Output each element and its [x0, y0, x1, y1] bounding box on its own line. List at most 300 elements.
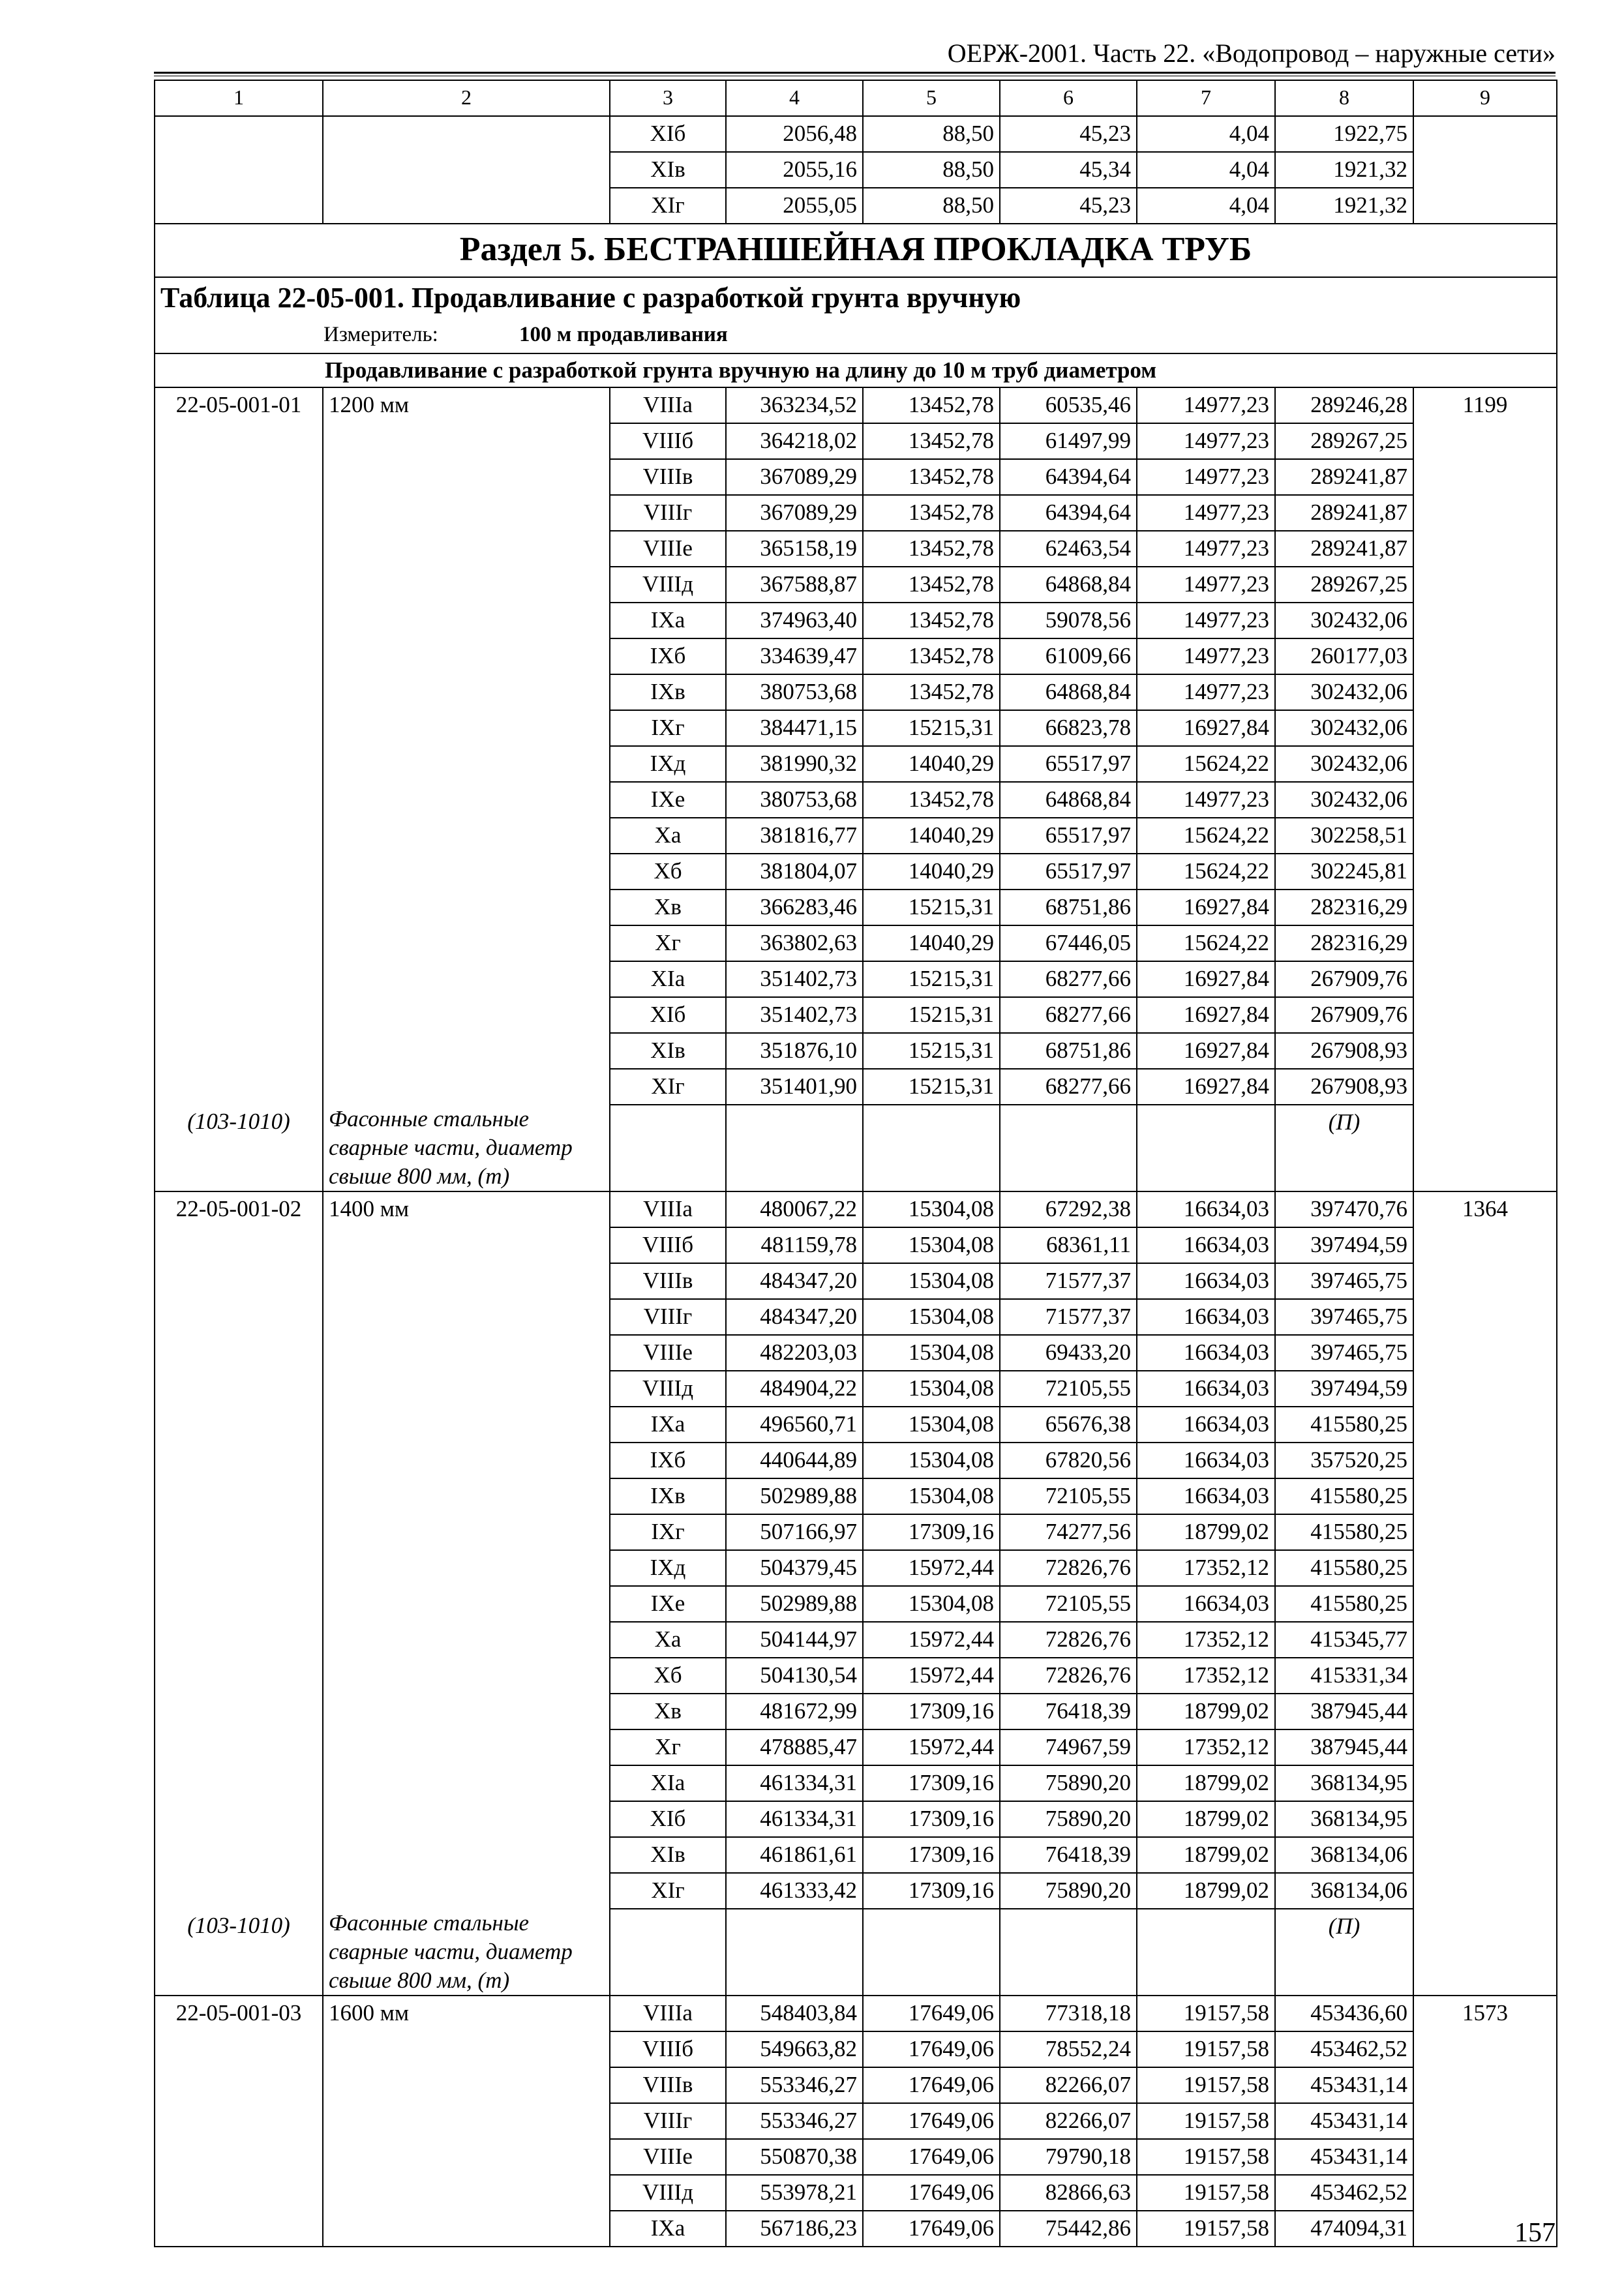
code-cell — [155, 818, 323, 854]
zone-cell: IXа — [610, 603, 726, 638]
zone-cell: Xг — [610, 1729, 726, 1765]
empty-cell — [1000, 1105, 1137, 1191]
table-row — [155, 567, 1557, 603]
zone-cell: XIг — [610, 1873, 726, 1909]
value-cell: 18799,02 — [1137, 1873, 1275, 1909]
total-cell — [1413, 1658, 1557, 1694]
value-cell: 397494,59 — [1275, 1371, 1413, 1407]
table-row — [155, 116, 1557, 152]
name-cell — [323, 2175, 610, 2211]
value-cell: 17309,16 — [863, 1514, 1000, 1550]
code-cell — [155, 2175, 323, 2211]
code-cell — [155, 1263, 323, 1299]
value-cell: 13452,78 — [863, 567, 1000, 603]
table-row — [155, 710, 1557, 746]
value-cell: 384471,15 — [726, 710, 863, 746]
total-cell — [1413, 1443, 1557, 1478]
value-cell: 17352,12 — [1137, 1550, 1275, 1586]
name-cell — [323, 2211, 610, 2247]
value-cell: 61009,66 — [1000, 638, 1137, 674]
zone-cell: Xг — [610, 925, 726, 961]
value-cell: 453431,14 — [1275, 2103, 1413, 2139]
total-cell — [1413, 961, 1557, 997]
value-cell: 368134,06 — [1275, 1837, 1413, 1873]
value-cell: 15624,22 — [1137, 818, 1275, 854]
value-cell: 15972,44 — [863, 1729, 1000, 1765]
table-row — [155, 818, 1557, 854]
table-row — [155, 1550, 1557, 1586]
name-cell: 1400 мм — [323, 1191, 610, 1227]
code-cell — [155, 1514, 323, 1550]
name-cell — [323, 1622, 610, 1658]
column-number: 7 — [1137, 80, 1275, 116]
zone-cell: Xа — [610, 1622, 726, 1658]
value-cell: 17649,06 — [863, 2211, 1000, 2247]
value-cell: 68751,86 — [1000, 1033, 1137, 1069]
value-cell: 2056,48 — [726, 116, 863, 152]
empty-cell — [726, 1909, 863, 1996]
code-cell — [155, 1801, 323, 1837]
table-row — [155, 2211, 1557, 2247]
name-cell — [323, 1069, 610, 1105]
zone-cell: Xб — [610, 1658, 726, 1694]
value-cell: 61497,99 — [1000, 423, 1137, 459]
code-cell — [155, 1837, 323, 1873]
value-cell: 504144,97 — [726, 1622, 863, 1658]
code-cell — [155, 1550, 323, 1586]
table-row — [155, 1586, 1557, 1622]
total-cell — [1413, 782, 1557, 818]
value-cell: 72105,55 — [1000, 1478, 1137, 1514]
subtitle: Продавливание с разработкой грунта вручную на длину до 10 м труб диаметром — [155, 353, 1557, 387]
name-cell — [323, 1033, 610, 1069]
value-cell: 474094,31 — [1275, 2211, 1413, 2247]
name-cell — [323, 459, 610, 495]
value-cell: 289267,25 — [1275, 567, 1413, 603]
name-cell — [323, 495, 610, 531]
zone-cell: VIIIд — [610, 2175, 726, 2211]
value-cell: 16927,84 — [1137, 1069, 1275, 1105]
note-value: (П) — [1275, 1909, 1413, 1996]
zone-cell: VIIIд — [610, 567, 726, 603]
value-cell: 19157,58 — [1137, 2103, 1275, 2139]
total-cell — [1413, 1801, 1557, 1837]
value-cell: 65517,97 — [1000, 818, 1137, 854]
table-row — [155, 961, 1557, 997]
value-cell: 368134,95 — [1275, 1765, 1413, 1801]
zone-cell: IXв — [610, 674, 726, 710]
table-row — [155, 1191, 1557, 1227]
value-cell: 15624,22 — [1137, 925, 1275, 961]
value-cell: 14977,23 — [1137, 495, 1275, 531]
value-cell: 68277,66 — [1000, 997, 1137, 1033]
zone-cell: VIIIе — [610, 531, 726, 567]
total-cell — [1413, 1586, 1557, 1622]
value-cell: 504379,45 — [726, 1550, 863, 1586]
value-cell: 78552,24 — [1000, 2031, 1137, 2067]
value-cell: 13452,78 — [863, 603, 1000, 638]
value-cell: 267908,93 — [1275, 1033, 1413, 1069]
code-cell — [155, 2103, 323, 2139]
value-cell: 16927,84 — [1137, 1033, 1275, 1069]
note-code: (103-1010) — [155, 1105, 323, 1191]
code-cell — [155, 1335, 323, 1371]
value-cell: 14977,23 — [1137, 674, 1275, 710]
code-cell — [155, 1069, 323, 1105]
value-cell: 68277,66 — [1000, 1069, 1137, 1105]
value-cell: 2055,05 — [726, 188, 863, 224]
code-cell — [155, 997, 323, 1033]
value-cell: 15624,22 — [1137, 746, 1275, 782]
table-row — [155, 2031, 1557, 2067]
name-cell: 1600 мм — [323, 1996, 610, 2031]
total-cell — [1413, 1335, 1557, 1371]
note-code: (103-1010) — [155, 1909, 323, 1996]
value-cell: 17309,16 — [863, 1801, 1000, 1837]
value-cell: 17352,12 — [1137, 1729, 1275, 1765]
measure-cell — [155, 318, 1557, 353]
total-cell — [1413, 1371, 1557, 1407]
empty-cell — [1000, 1909, 1137, 1996]
value-cell: 14977,23 — [1137, 459, 1275, 495]
value-cell: 14040,29 — [863, 925, 1000, 961]
name-cell — [323, 2067, 610, 2103]
zone-cell: IXд — [610, 746, 726, 782]
value-cell: 68277,66 — [1000, 961, 1137, 997]
value-cell: 16927,84 — [1137, 710, 1275, 746]
value-cell: 415580,25 — [1275, 1550, 1413, 1586]
zone-cell: XIб — [610, 116, 726, 152]
value-cell: 453462,52 — [1275, 2175, 1413, 2211]
code-cell — [155, 746, 323, 782]
value-cell: 79790,18 — [1000, 2139, 1137, 2175]
value-cell: 65517,97 — [1000, 854, 1137, 890]
value-cell: 15304,08 — [863, 1299, 1000, 1335]
value-cell: 18799,02 — [1137, 1801, 1275, 1837]
name-cell — [323, 961, 610, 997]
value-cell: 289241,87 — [1275, 495, 1413, 531]
code-cell — [155, 1765, 323, 1801]
empty-cell — [863, 1909, 1000, 1996]
value-cell: 289241,87 — [1275, 459, 1413, 495]
zone-cell: VIIIг — [610, 495, 726, 531]
total-cell — [1413, 1407, 1557, 1443]
name-cell — [323, 1371, 610, 1407]
zone-cell: Xв — [610, 890, 726, 925]
value-cell: 19157,58 — [1137, 1996, 1275, 2031]
value-cell: 367089,29 — [726, 459, 863, 495]
table-row — [155, 387, 1557, 423]
code-cell — [155, 1371, 323, 1407]
value-cell: 351401,90 — [726, 1069, 863, 1105]
value-cell: 461334,31 — [726, 1801, 863, 1837]
total-cell — [1413, 1729, 1557, 1765]
value-cell: 553978,21 — [726, 2175, 863, 2211]
value-cell: 415580,25 — [1275, 1478, 1413, 1514]
value-cell: 302258,51 — [1275, 818, 1413, 854]
value-cell: 302432,06 — [1275, 710, 1413, 746]
code-cell — [155, 531, 323, 567]
value-cell: 19157,58 — [1137, 2211, 1275, 2247]
value-cell: 15304,08 — [863, 1191, 1000, 1227]
value-cell: 14040,29 — [863, 854, 1000, 890]
value-cell: 351402,73 — [726, 997, 863, 1033]
value-cell: 387945,44 — [1275, 1729, 1413, 1765]
table-row — [155, 495, 1557, 531]
measure-value: 100 м продавливания — [519, 323, 728, 346]
table-row — [155, 890, 1557, 925]
value-cell: 72105,55 — [1000, 1586, 1137, 1622]
value-cell: 15304,08 — [863, 1227, 1000, 1263]
value-cell: 374963,40 — [726, 603, 863, 638]
total-cell — [1413, 1263, 1557, 1299]
value-cell: 74967,59 — [1000, 1729, 1137, 1765]
total-cell — [1413, 459, 1557, 495]
value-cell: 68361,11 — [1000, 1227, 1137, 1263]
name-cell — [323, 1550, 610, 1586]
value-cell: 461334,31 — [726, 1765, 863, 1801]
value-cell: 15304,08 — [863, 1263, 1000, 1299]
total-cell — [1413, 531, 1557, 567]
value-cell: 67446,05 — [1000, 925, 1137, 961]
total-cell — [1413, 746, 1557, 782]
table-row — [155, 1765, 1557, 1801]
total-cell — [1413, 1873, 1557, 1909]
value-cell: 381804,07 — [726, 854, 863, 890]
table-row — [155, 1371, 1557, 1407]
name-cell — [323, 1765, 610, 1801]
zone-cell: IXа — [610, 2211, 726, 2247]
table-row — [155, 152, 1557, 188]
value-cell: 13452,78 — [863, 459, 1000, 495]
value-cell: 381816,77 — [726, 818, 863, 854]
total-cell — [1413, 116, 1557, 152]
value-cell: 364218,02 — [726, 423, 863, 459]
value-cell: 67820,56 — [1000, 1443, 1137, 1478]
value-cell: 553346,27 — [726, 2067, 863, 2103]
value-cell: 496560,71 — [726, 1407, 863, 1443]
column-number: 4 — [726, 80, 863, 116]
table-row — [155, 782, 1557, 818]
value-cell: 71577,37 — [1000, 1299, 1137, 1335]
code-cell — [155, 1478, 323, 1514]
zone-cell: VIIIд — [610, 1371, 726, 1407]
value-cell: 15972,44 — [863, 1658, 1000, 1694]
value-cell: 453431,14 — [1275, 2067, 1413, 2103]
code-cell — [155, 1729, 323, 1765]
measure-label: Измеритель: — [323, 323, 438, 346]
zone-cell: XIг — [610, 1069, 726, 1105]
code-cell — [155, 1299, 323, 1335]
code-cell — [155, 152, 323, 188]
value-cell: 17309,16 — [863, 1765, 1000, 1801]
total-cell — [1413, 2175, 1557, 2211]
table-row — [155, 1729, 1557, 1765]
value-cell: 16634,03 — [1137, 1227, 1275, 1263]
value-cell: 267909,76 — [1275, 961, 1413, 997]
zone-cell: IXг — [610, 710, 726, 746]
zone-cell: VIIIв — [610, 2067, 726, 2103]
value-cell: 15304,08 — [863, 1478, 1000, 1514]
zone-cell: VIIIб — [610, 2031, 726, 2067]
value-cell: 453462,52 — [1275, 2031, 1413, 2067]
note-row — [155, 1909, 1557, 1996]
name-cell — [323, 423, 610, 459]
table-row — [155, 746, 1557, 782]
value-cell: 267908,93 — [1275, 1069, 1413, 1105]
value-cell: 72826,76 — [1000, 1622, 1137, 1658]
value-cell: 82866,63 — [1000, 2175, 1137, 2211]
zone-cell: XIб — [610, 997, 726, 1033]
name-cell — [323, 1443, 610, 1478]
value-cell: 15304,08 — [863, 1407, 1000, 1443]
value-cell: 480067,22 — [726, 1191, 863, 1227]
total-cell — [1413, 1478, 1557, 1514]
value-cell: 14977,23 — [1137, 603, 1275, 638]
name-cell — [323, 1694, 610, 1729]
page-header: ОЕРЖ-2001. Часть 22. «Водопровод – наружные сети» — [947, 38, 1556, 68]
zone-cell: Xб — [610, 854, 726, 890]
value-cell: 282316,29 — [1275, 890, 1413, 925]
zone-cell: IXг — [610, 1514, 726, 1550]
value-cell: 567186,23 — [726, 2211, 863, 2247]
code-cell — [155, 961, 323, 997]
value-cell: 15304,08 — [863, 1371, 1000, 1407]
value-cell: 484347,20 — [726, 1299, 863, 1335]
value-cell: 45,23 — [1000, 116, 1137, 152]
total-cell — [1413, 2067, 1557, 2103]
total-cell: 1573 — [1413, 1996, 1557, 2031]
value-cell: 461861,61 — [726, 1837, 863, 1873]
column-number: 8 — [1275, 80, 1413, 116]
zone-cell: VIIIа — [610, 387, 726, 423]
value-cell: 15215,31 — [863, 890, 1000, 925]
value-cell: 387945,44 — [1275, 1694, 1413, 1729]
value-cell: 19157,58 — [1137, 2175, 1275, 2211]
code-cell — [155, 459, 323, 495]
code-cell — [155, 638, 323, 674]
table-row — [155, 1263, 1557, 1299]
value-cell: 351402,73 — [726, 961, 863, 997]
table-row — [155, 1407, 1557, 1443]
value-cell: 14040,29 — [863, 818, 1000, 854]
zone-cell: IXа — [610, 1407, 726, 1443]
zone-cell: VIIIв — [610, 459, 726, 495]
name-cell — [323, 782, 610, 818]
code-cell: 22-05-001-02 — [155, 1191, 323, 1227]
value-cell: 289241,87 — [1275, 531, 1413, 567]
empty-cell — [1137, 1105, 1275, 1191]
note-text: Фасонные стальные сварные части, диаметр свыше 800 мм, (т) — [323, 1909, 610, 1996]
name-cell — [323, 1299, 610, 1335]
total-cell — [1413, 1765, 1557, 1801]
code-cell — [155, 2067, 323, 2103]
value-cell: 397494,59 — [1275, 1227, 1413, 1263]
total-cell — [1413, 1514, 1557, 1550]
value-cell: 367588,87 — [726, 567, 863, 603]
zone-cell: IXе — [610, 1586, 726, 1622]
code-cell — [155, 1227, 323, 1263]
value-cell: 19157,58 — [1137, 2067, 1275, 2103]
value-cell: 14977,23 — [1137, 531, 1275, 567]
name-cell — [323, 1263, 610, 1299]
table-row — [155, 1996, 1557, 2031]
value-cell: 334639,47 — [726, 638, 863, 674]
value-cell: 59078,56 — [1000, 603, 1137, 638]
value-cell: 17649,06 — [863, 2175, 1000, 2211]
value-cell: 380753,68 — [726, 674, 863, 710]
table-row — [155, 1335, 1557, 1371]
zone-cell: IXб — [610, 1443, 726, 1478]
value-cell: 481672,99 — [726, 1694, 863, 1729]
value-cell: 380753,68 — [726, 782, 863, 818]
note-value: (П) — [1275, 1105, 1413, 1191]
code-cell — [155, 1586, 323, 1622]
code-cell — [155, 925, 323, 961]
table-row — [155, 925, 1557, 961]
name-cell — [323, 2031, 610, 2067]
total-cell — [1413, 1299, 1557, 1335]
name-cell — [323, 1407, 610, 1443]
value-cell: 17649,06 — [863, 2067, 1000, 2103]
zone-cell: VIIIа — [610, 1996, 726, 2031]
value-cell: 88,50 — [863, 188, 1000, 224]
value-cell: 367089,29 — [726, 495, 863, 531]
total-cell — [1413, 1622, 1557, 1658]
zone-cell: VIIIв — [610, 1263, 726, 1299]
total-cell — [1413, 1105, 1557, 1191]
name-cell — [323, 638, 610, 674]
total-cell — [1413, 495, 1557, 531]
total-cell — [1413, 854, 1557, 890]
total-cell — [1413, 188, 1557, 224]
value-cell: 15215,31 — [863, 1033, 1000, 1069]
code-cell: 22-05-001-03 — [155, 1996, 323, 2031]
value-cell: 13452,78 — [863, 495, 1000, 531]
table-row — [155, 1694, 1557, 1729]
zone-cell: XIв — [610, 1033, 726, 1069]
value-cell: 17649,06 — [863, 2031, 1000, 2067]
empty-cell — [1137, 1909, 1275, 1996]
value-cell: 550870,38 — [726, 2139, 863, 2175]
value-cell: 302432,06 — [1275, 746, 1413, 782]
value-cell: 289246,28 — [1275, 387, 1413, 423]
value-cell: 351876,10 — [726, 1033, 863, 1069]
value-cell: 64868,84 — [1000, 567, 1137, 603]
total-cell: 1199 — [1413, 387, 1557, 423]
code-cell — [155, 1033, 323, 1069]
table-row — [155, 1622, 1557, 1658]
total-cell — [1413, 1069, 1557, 1105]
value-cell: 76418,39 — [1000, 1694, 1137, 1729]
value-cell: 45,34 — [1000, 152, 1137, 188]
code-cell — [155, 1443, 323, 1478]
value-cell: 74277,56 — [1000, 1514, 1137, 1550]
value-cell: 16927,84 — [1137, 890, 1275, 925]
value-cell: 17649,06 — [863, 2103, 1000, 2139]
zone-cell: XIа — [610, 1765, 726, 1801]
table-row — [155, 1801, 1557, 1837]
code-cell — [155, 854, 323, 890]
value-cell: 17309,16 — [863, 1837, 1000, 1873]
value-cell: 65676,38 — [1000, 1407, 1137, 1443]
value-cell: 66823,78 — [1000, 710, 1137, 746]
code-cell — [155, 567, 323, 603]
value-cell: 17649,06 — [863, 1996, 1000, 2031]
value-cell: 18799,02 — [1137, 1694, 1275, 1729]
zone-cell: VIIIг — [610, 2103, 726, 2139]
value-cell: 75890,20 — [1000, 1873, 1137, 1909]
